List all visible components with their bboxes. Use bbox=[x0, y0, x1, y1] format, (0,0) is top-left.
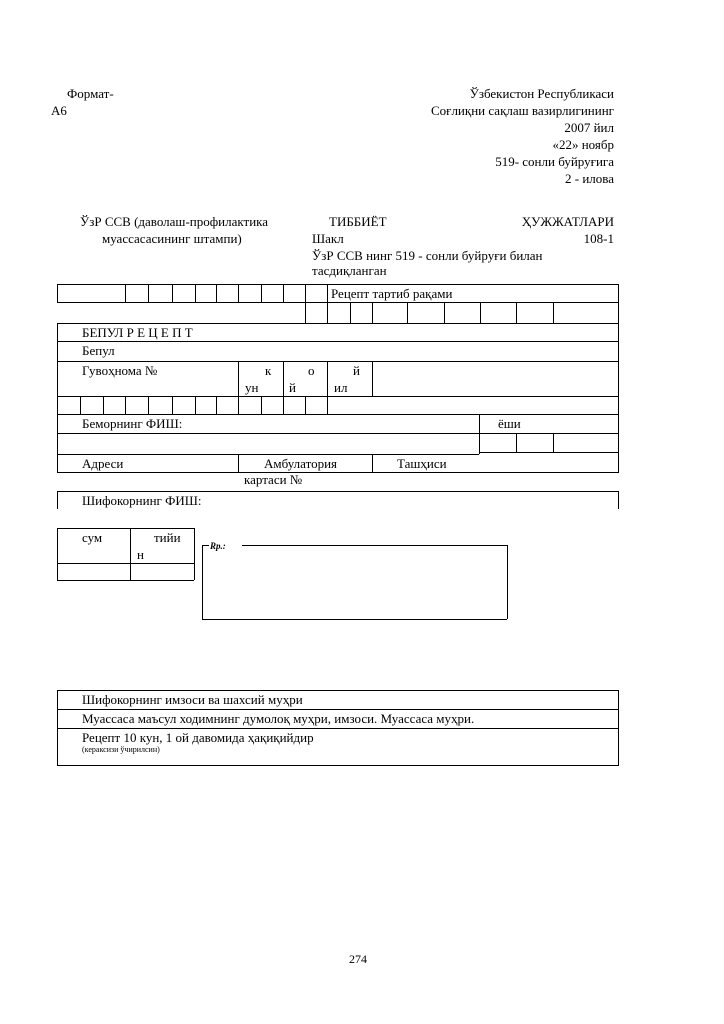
age-label[interactable]: ёши bbox=[498, 416, 521, 431]
free-label: Бепул bbox=[82, 343, 115, 358]
institution-stamp-label[interactable]: Муассаса маъсул ходимнинг думолоқ муҳри, имзоси. Муассаса муҳри. bbox=[82, 711, 475, 726]
shakl-label: Шакл bbox=[312, 231, 344, 246]
format-size: А6 bbox=[51, 103, 67, 118]
shakl-number: 108-1 bbox=[583, 231, 614, 246]
address-label[interactable]: Адреси bbox=[82, 456, 124, 471]
date-year-bottom: ил bbox=[334, 380, 348, 395]
free-recipe-title: БЕПУЛ Р Е Ц Е П Т bbox=[82, 325, 193, 340]
recipe-order-label: Рецепт тартиб рақами bbox=[331, 286, 453, 301]
approval-line-3: 2007 йил bbox=[564, 120, 614, 135]
approval-line-1: Ўзбекистон Республикаси bbox=[469, 86, 614, 101]
approval-line-2: Соғлиқни сақлаш вазирлигининг bbox=[430, 103, 614, 118]
title-documents: ҲУЖЖАТЛАРИ bbox=[521, 214, 614, 229]
ambulatory-card-label: картаси № bbox=[244, 472, 303, 487]
validity-note: (кераксизи ўчирилсин) bbox=[82, 745, 160, 754]
stamp-line-1: ЎзР ССВ (даволаш-профилактика bbox=[80, 214, 269, 229]
title-medical: ТИББИЁТ bbox=[329, 214, 387, 229]
tiyin-label: тийи bbox=[154, 530, 181, 545]
date-month-top: о bbox=[308, 363, 315, 378]
date-day-top: к bbox=[265, 363, 272, 378]
sum-label: сум bbox=[82, 530, 103, 545]
approval-line-4: «22» ноябр bbox=[552, 137, 614, 152]
approved-line-1: ЎзР ССВ нинг 519 - сонли буйруғи билан bbox=[312, 248, 543, 263]
doctor-signature-label[interactable]: Шифокорнинг имзоси ва шахсий муҳри bbox=[82, 692, 303, 707]
ambulatory-label[interactable]: Амбулатория bbox=[264, 456, 338, 471]
date-month-bottom: й bbox=[289, 380, 296, 395]
approval-line-6: 2 - илова bbox=[564, 171, 614, 186]
stamp-line-2: муассасасининг штампи) bbox=[102, 231, 242, 246]
page-number: 274 bbox=[349, 952, 367, 966]
date-day-bottom: ун bbox=[245, 380, 259, 395]
approved-line-2: тасдиқланган bbox=[312, 263, 387, 278]
format-label: Формат- bbox=[67, 86, 114, 101]
rp-label: Rp.: bbox=[210, 541, 226, 551]
approval-line-5: 519- сонли буйруғига bbox=[495, 154, 614, 169]
certificate-label[interactable]: Гувоҳнома № bbox=[82, 363, 158, 378]
doctor-name-label[interactable]: Шифокорнинг ФИШ: bbox=[82, 493, 202, 508]
date-year-top: й bbox=[353, 363, 360, 378]
tiyin-label-end: н bbox=[137, 547, 144, 562]
patient-name-label[interactable]: Беморнинг ФИШ: bbox=[82, 416, 183, 431]
validity-label: Рецепт 10 кун, 1 ой давомида ҳақиқийдир bbox=[82, 730, 314, 745]
diagnosis-label[interactable]: Ташҳиси bbox=[397, 456, 447, 471]
